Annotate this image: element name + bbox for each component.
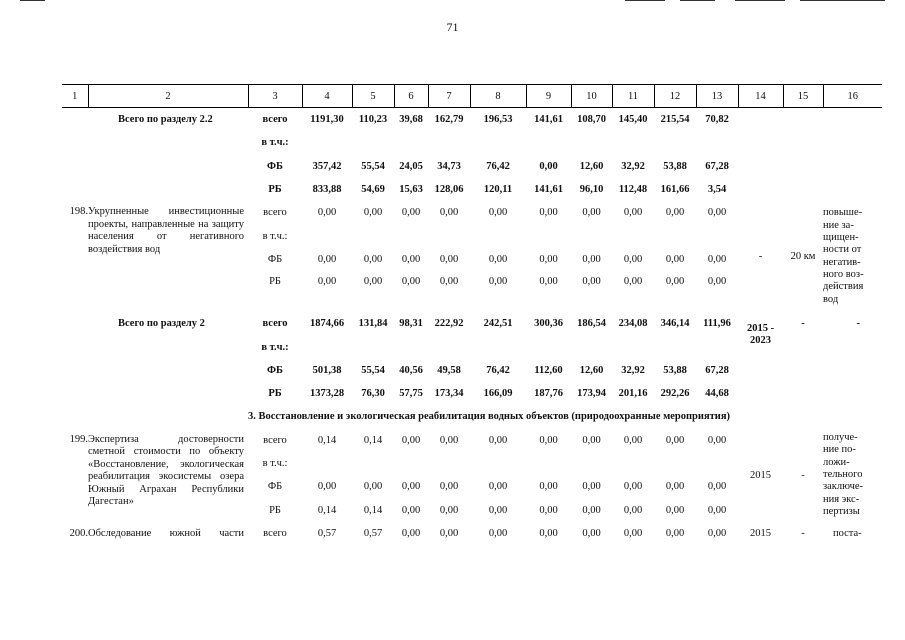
table-row [62,382,882,405]
row-label: ФБ [267,253,283,265]
value-cell: 0,57 [317,527,337,539]
period-cell: 2015 [750,469,771,481]
value-cell: 1373,28 [309,388,345,400]
header-cell: 1 [62,85,88,108]
result-cell: поста- [833,527,862,539]
value-cell: 55,54 [361,364,385,376]
header-cell: 9 [526,85,571,108]
row-label: всего [263,527,287,539]
row-label: всего [263,207,287,219]
value-cell: 833,88 [312,184,342,196]
value-cell: 0,57 [363,527,383,539]
indicator-cell: - [801,527,805,539]
value-cell: 53,88 [663,364,687,376]
row-label: ФБ [267,160,283,172]
program-table [62,84,882,545]
header-cell: 11 [612,85,654,108]
header-cell: 7 [428,85,470,108]
header-cell: 3 [248,85,302,108]
value-cell: 0,00 [363,253,383,265]
table-row [62,405,882,428]
value-cell: 0,00 [665,434,685,446]
value-cell: 0,00 [488,481,508,493]
section-total-label: Всего по разделу 2.2 [118,114,213,126]
value-cell: 0,00 [623,527,643,539]
measure-name: Обследование южной части [88,527,244,539]
table-row [62,359,882,382]
row-label: ФБ [267,364,283,376]
row-label: ФБ [267,481,283,493]
scan-edge-line [800,0,885,1]
value-cell: 0,00 [665,527,685,539]
value-cell: 24,05 [399,160,423,172]
value-cell: 141,61 [534,114,563,126]
value-cell: 0,00 [439,434,459,446]
value-cell: 0,00 [623,276,643,288]
header-cell: 15 [783,85,823,108]
value-cell: 0,00 [401,481,421,493]
header-cell: 8 [470,85,526,108]
value-cell: 0,00 [401,504,421,516]
scan-edge-line [735,0,785,1]
value-cell: 32,92 [621,364,645,376]
value-cell: 0,00 [707,434,727,446]
value-cell: 53,88 [663,160,687,172]
value-cell: 0,00 [665,276,685,288]
indicator-cell: - [801,318,805,330]
value-cell: 131,84 [358,318,388,330]
row-number: 198. [69,206,88,218]
value-cell: 67,28 [705,364,729,376]
value-cell: 196,53 [483,114,513,126]
value-cell: 0,00 [539,160,558,172]
value-cell: 0,00 [539,504,558,516]
row-label: РБ [269,276,281,288]
section-heading: 3. Восстановление и экологическая реабилитация водных объектов (природоохранные мероприятия) [248,411,731,423]
value-cell: 0,00 [539,253,558,265]
value-cell: 292,26 [660,388,690,400]
value-cell: 0,00 [439,253,459,265]
header-cell: 6 [394,85,428,108]
value-cell: 108,70 [577,114,606,126]
value-cell: 0,00 [665,207,685,219]
value-cell: 0,14 [317,434,337,446]
value-cell: 173,34 [434,388,464,400]
table-row [62,108,882,132]
value-cell: 0,00 [665,504,685,516]
value-cell: 0,00 [707,207,727,219]
value-cell: 0,00 [707,253,727,265]
row-label: РБ [268,388,282,400]
value-cell: 0,00 [363,481,383,493]
value-cell: 0,00 [707,527,727,539]
value-cell: 0,00 [539,276,558,288]
value-cell: 0,00 [582,276,601,288]
value-cell: 54,69 [361,184,385,196]
indicator-cell: 20 км [790,251,816,263]
value-cell: 0,00 [539,527,558,539]
value-cell: 0,00 [401,527,421,539]
value-cell: 222,92 [434,318,464,330]
value-cell: 0,00 [623,504,643,516]
row-label: в т.ч.: [262,230,288,242]
value-cell: 0,00 [488,276,508,288]
value-cell: 1874,66 [309,318,345,330]
value-cell: 300,36 [534,318,563,330]
row-label: всего [262,114,288,126]
value-cell: 40,56 [399,364,423,376]
period-cell: 2015 [750,527,771,539]
value-cell: 0,00 [488,527,508,539]
value-cell: 98,31 [399,318,423,330]
row-label: в т.ч.: [261,341,289,353]
value-cell: 34,73 [437,160,461,172]
value-cell: 357,42 [312,160,342,172]
header-cell: 2 [88,85,248,108]
value-cell: 0,00 [439,276,459,288]
value-cell: 0,00 [439,207,459,219]
header-cell: 13 [696,85,738,108]
value-cell: 0,00 [582,207,601,219]
value-cell: 67,28 [705,160,729,172]
value-cell: 15,63 [399,184,423,196]
period-cell: - [758,251,763,263]
row-label: всего [262,318,288,330]
value-cell: 0,00 [439,481,459,493]
scan-edge-line [20,0,45,1]
value-cell: 501,38 [312,364,342,376]
header-cell: 14 [738,85,783,108]
value-cell: 0,00 [707,276,727,288]
value-cell: 186,54 [577,318,606,330]
value-cell: 32,92 [621,160,645,172]
value-cell: 173,94 [577,388,606,400]
value-cell: 0,00 [488,434,508,446]
header-cell: 10 [571,85,612,108]
header-cell: 16 [823,85,882,108]
value-cell: 145,40 [618,114,648,126]
column-number-row [62,85,882,108]
table-row [62,155,882,178]
value-cell: 76,42 [486,364,510,376]
value-cell: 76,42 [486,160,510,172]
value-cell: 96,10 [579,184,604,196]
table-row [62,178,882,201]
result-cell: - [856,318,860,330]
value-cell: 0,00 [363,207,383,219]
result-cell: получе- ние по- ложи- тельного заключе- ния экс- пертизы [823,432,864,517]
value-cell: 0,00 [488,504,508,516]
row-label: РБ [268,184,282,196]
value-cell: 0,00 [582,253,601,265]
value-cell: 0,00 [582,481,601,493]
table-row [62,131,882,154]
value-cell: 3,54 [707,184,727,196]
value-cell: 166,09 [483,388,513,400]
value-cell: 0,00 [707,504,727,516]
value-cell: 0,00 [623,207,643,219]
value-cell: 242,51 [483,318,513,330]
section-total-label: Всего по разделу 2 [118,318,205,330]
value-cell: 0,00 [363,276,383,288]
value-cell: 0,00 [539,434,558,446]
value-cell: 55,54 [361,160,385,172]
value-cell: 0,00 [401,434,421,446]
value-cell: 0,00 [488,207,508,219]
value-cell: 12,60 [579,160,604,172]
indicator-cell: - [801,469,805,481]
page-number: 71 [446,20,459,34]
row-number: 200. [69,527,88,539]
value-cell: 0,00 [317,207,337,219]
value-cell: 128,06 [434,184,464,196]
measure-name: Укрупненные инвестиционные проекты, направленные на защиту населения от негативного воздействия вод [88,206,244,255]
value-cell: 0,00 [439,504,459,516]
value-cell: 346,14 [660,318,690,330]
value-cell: 0,00 [539,481,558,493]
value-cell: 141,61 [534,184,563,196]
value-cell: 0,00 [582,504,601,516]
value-cell: 0,00 [439,527,459,539]
value-cell: 0,00 [582,434,601,446]
value-cell: 112,48 [618,184,648,196]
value-cell: 112,60 [534,364,563,376]
row-label: всего [263,434,287,446]
value-cell: 162,79 [434,114,464,126]
value-cell: 0,00 [623,481,643,493]
value-cell: 0,00 [707,481,727,493]
table-row [62,429,882,452]
value-cell: 201,16 [618,388,648,400]
value-cell: 0,00 [401,207,421,219]
scan-edge-line [680,0,715,1]
value-cell: 1191,30 [310,114,344,126]
value-cell: 234,08 [618,318,648,330]
value-cell: 0,00 [317,481,337,493]
row-label: в т.ч.: [262,458,288,469]
value-cell: 76,30 [361,388,385,400]
row-label: в т.ч.: [261,137,289,149]
value-cell: 0,00 [317,253,337,265]
value-cell: 161,66 [660,184,690,196]
header-cell: 12 [654,85,696,108]
row-number: 199. [69,433,88,445]
value-cell: 0,14 [317,504,337,516]
value-cell: 0,00 [665,481,685,493]
value-cell: 39,68 [399,114,423,126]
period-cell: 2015 - 2023 [746,323,775,347]
value-cell: 110,23 [358,114,388,126]
scan-edge-line [625,0,665,1]
value-cell: 70,82 [705,114,729,126]
value-cell: 215,54 [660,114,690,126]
table-row [62,201,882,224]
row-label: РБ [269,504,281,516]
value-cell: 0,00 [401,253,421,265]
value-cell: 0,14 [363,434,383,446]
value-cell: 0,00 [623,253,643,265]
value-cell: 0,00 [401,276,421,288]
value-cell: 49,58 [437,364,461,376]
value-cell: 12,60 [579,364,604,376]
value-cell: 0,00 [582,527,601,539]
value-cell: 0,00 [488,253,508,265]
measure-name: Экспертиза достоверности сметной стоимости по объекту «Восстановление, экологическая реабилитация экосистемы озера Южный Аграхан Республики Дагестан» [88,433,244,508]
value-cell: 0,00 [623,434,643,446]
value-cell: 44,68 [705,388,729,400]
value-cell: 0,00 [665,253,685,265]
result-cell: повыше- ние за- щищен- ности от негатив- ного воз- действия вод [823,207,864,305]
header-cell: 4 [302,85,352,108]
value-cell: 111,96 [703,318,731,330]
value-cell: 187,76 [534,388,563,400]
value-cell: 0,00 [539,207,558,219]
value-cell: 57,75 [399,388,423,400]
value-cell: 0,00 [317,276,337,288]
table-row [62,522,882,545]
value-cell: 120,11 [483,184,513,196]
value-cell: 0,14 [363,504,383,516]
header-cell: 5 [352,85,394,108]
table-row [62,312,882,335]
